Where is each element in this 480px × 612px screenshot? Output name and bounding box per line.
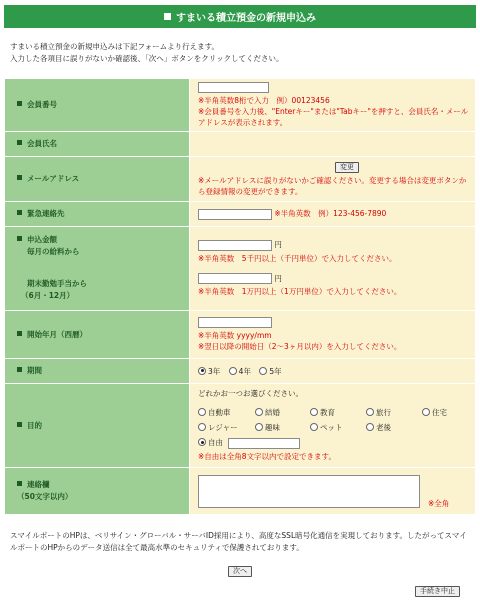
- label-text: 期間: [27, 366, 42, 375]
- emergency-note: ※半角英数 例）123-456-7890: [274, 209, 387, 219]
- period-option-4[interactable]: [229, 367, 251, 376]
- purpose-option-pet[interactable]: [310, 422, 343, 433]
- label-text: 緊急連絡先: [27, 209, 65, 218]
- bonus-months: （6月・12月）: [21, 291, 75, 300]
- label-text: 会員氏名: [27, 139, 57, 148]
- option-label: 自由: [208, 438, 223, 447]
- bonus-amount-input[interactable]: [198, 273, 272, 284]
- label-emergency: [5, 202, 190, 227]
- square-bullet-icon: [17, 367, 22, 372]
- change-email-button[interactable]: 変更: [335, 162, 359, 173]
- purpose-note: ※自由は全角8文字以内で設定できます。: [198, 452, 336, 461]
- emergency-input[interactable]: [198, 209, 272, 220]
- bonus-note: ※半角英数 1万円以上（1万円単位）で入力してください。: [198, 287, 402, 296]
- purpose-option-marriage[interactable]: [255, 407, 280, 418]
- purpose-option-leisure[interactable]: [198, 422, 238, 433]
- bonus-label: 期末勤勉手当から: [27, 279, 87, 288]
- contact-textarea[interactable]: [198, 475, 420, 508]
- monthly-note: ※半角英数 5千円以上（千円単位）で入力してください。: [198, 253, 397, 263]
- square-bullet-icon: [17, 236, 22, 241]
- square-bullet-icon: [17, 175, 22, 180]
- page-title-text: すまいる積立預金の新規申込み: [176, 13, 316, 24]
- radio-icon[interactable]: [255, 408, 263, 416]
- square-bullet-icon: [17, 422, 22, 427]
- label-text: メールアドレス: [27, 174, 80, 183]
- application-form: [4, 78, 476, 515]
- square-bullet-icon: [17, 101, 22, 106]
- radio-selected-icon[interactable]: [198, 367, 206, 375]
- member-no-input[interactable]: [198, 82, 269, 93]
- label-text: 目的: [27, 420, 42, 430]
- option-label: 結婚: [265, 408, 280, 417]
- monthly-label: 毎月の給料から: [27, 247, 80, 256]
- radio-icon[interactable]: [366, 408, 374, 416]
- bonus-unit: 円: [274, 273, 282, 283]
- option-label: 住宅: [432, 408, 447, 417]
- option-label: 趣味: [265, 423, 280, 432]
- label-purpose: [5, 384, 190, 468]
- contact-sublabel: （50文字以内）: [17, 492, 73, 501]
- square-bullet-icon: [164, 13, 171, 20]
- option-label: レジャー: [208, 423, 238, 432]
- radio-icon[interactable]: [229, 367, 237, 375]
- radio-icon[interactable]: [422, 408, 430, 416]
- intro-line: 入力した各項目に誤りがないか確認後、「次へ」ボタンをクリックしてください。: [10, 54, 284, 63]
- intro-line: すまいる積立預金の新規申込みは下記フォームより行えます。: [10, 42, 220, 51]
- label-start: [5, 311, 190, 359]
- radio-icon[interactable]: [255, 423, 263, 431]
- option-label: 老後: [376, 423, 391, 432]
- period-option-3[interactable]: [198, 367, 220, 376]
- start-note: ※半角英数 yyyy/mm: [198, 331, 272, 340]
- intro-text: [10, 41, 470, 65]
- radio-icon[interactable]: [310, 423, 318, 431]
- radio-selected-icon[interactable]: [198, 438, 206, 446]
- start-date-input[interactable]: [198, 317, 272, 328]
- label-amount: [5, 227, 190, 311]
- purpose-option-retirement[interactable]: [366, 422, 391, 433]
- next-button[interactable]: 次へ: [228, 566, 252, 577]
- period-option-5[interactable]: [259, 367, 281, 376]
- label-text: 連絡欄: [27, 480, 50, 489]
- option-label: 自動車: [208, 408, 231, 417]
- square-bullet-icon: [17, 331, 22, 336]
- label-text: 申込金額: [27, 235, 57, 244]
- member-name-value: [190, 132, 476, 157]
- label-email: [5, 157, 190, 202]
- member-no-note: ※会員番号を入力後、"Enterキー"または"Tabキー"を押すと、会員氏名・メールアドレスが表示されます。: [198, 107, 469, 127]
- purpose-option-hobby[interactable]: [255, 422, 280, 433]
- option-label: 教育: [320, 408, 335, 417]
- label-period: [5, 359, 190, 384]
- contact-note: ※全角: [428, 499, 450, 508]
- purpose-prompt: どれかお一つお選びください。: [198, 389, 303, 398]
- purpose-free-input[interactable]: [228, 438, 300, 449]
- radio-icon[interactable]: [198, 408, 206, 416]
- option-label: 3年: [208, 366, 221, 376]
- monthly-unit: 円: [274, 240, 282, 249]
- label-member-no: [5, 79, 190, 132]
- square-bullet-icon: [17, 210, 22, 215]
- square-bullet-icon: [17, 140, 22, 145]
- radio-icon[interactable]: [366, 423, 374, 431]
- square-bullet-icon: [17, 481, 22, 486]
- start-note: ※翌日以降の開始日（2〜3ヶ月以内）を入力してください。: [198, 342, 402, 351]
- page-title: [4, 5, 476, 28]
- radio-icon[interactable]: [198, 423, 206, 431]
- option-label: 4年: [238, 366, 251, 376]
- radio-icon[interactable]: [310, 408, 318, 416]
- label-text: 開始年月（西暦）: [27, 329, 87, 339]
- email-note: ※メールアドレスに誤りがないかご確認ください。変更する場合は変更ボタンから登録情報の変更ができます。: [198, 175, 467, 196]
- purpose-option-housing[interactable]: [422, 407, 447, 418]
- monthly-amount-input[interactable]: [198, 240, 272, 251]
- security-notice: スマイルポートのHPは、ベリサイン・グローバル・サーバID採用により、高度なSSL暗号化通信を実現しております。したがってスマイルポートのHPからのデータ送信は全て最高水準のセキュリティで保護されております。: [10, 531, 467, 552]
- radio-icon[interactable]: [259, 367, 267, 375]
- member-no-note: ※半角英数8桁で入力 例）00123456: [198, 96, 330, 105]
- purpose-option-car[interactable]: [198, 407, 231, 418]
- purpose-option-travel[interactable]: [366, 407, 391, 418]
- purpose-option-education[interactable]: [310, 407, 335, 418]
- label-text: 会員番号: [27, 100, 57, 109]
- purpose-option-free[interactable]: [198, 437, 300, 449]
- label-member-name: [5, 132, 190, 157]
- option-label: ペット: [320, 423, 343, 432]
- cancel-button[interactable]: 手続き中止: [415, 586, 460, 597]
- label-contact: [5, 468, 190, 515]
- option-label: 旅行: [376, 408, 391, 417]
- option-label: 5年: [269, 366, 282, 376]
